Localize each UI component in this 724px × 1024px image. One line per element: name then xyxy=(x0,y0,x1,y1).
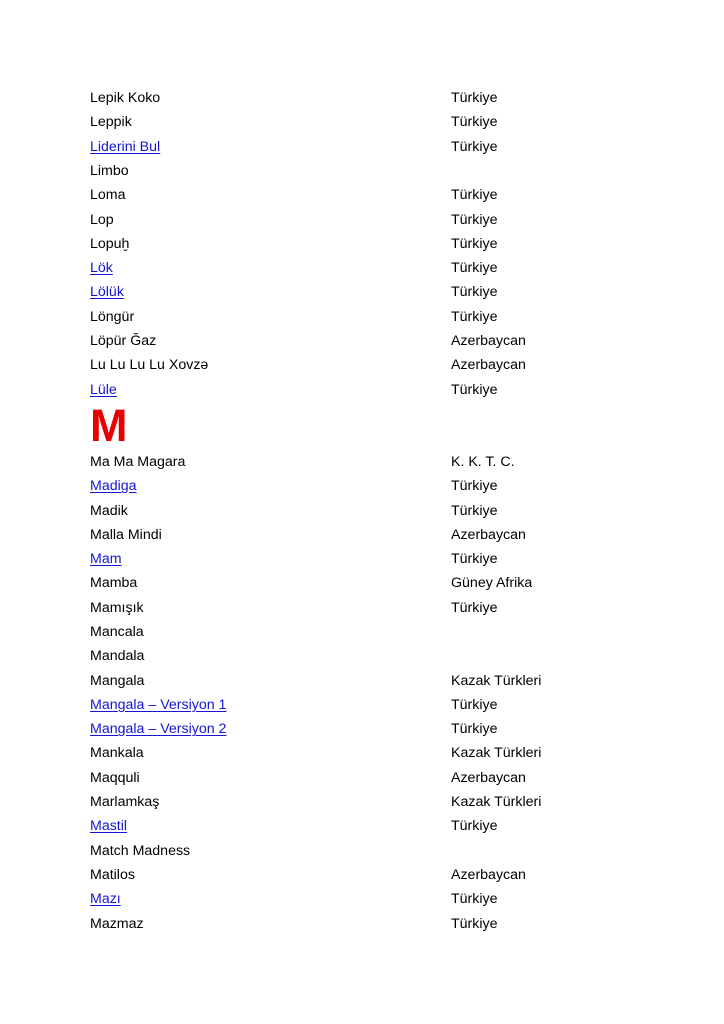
section-letter: M xyxy=(90,399,128,451)
country-label: Güney Afrika xyxy=(451,575,533,592)
country-label: Türkiye xyxy=(451,260,498,277)
game-name: Loma xyxy=(90,187,126,204)
country-label: Türkiye xyxy=(451,381,498,398)
list-item xyxy=(90,256,650,280)
list-item xyxy=(90,693,650,717)
game-name: Mankala xyxy=(90,745,144,762)
list-item xyxy=(90,839,650,863)
section-header-m xyxy=(90,399,650,451)
game-name: Mandala xyxy=(90,648,145,665)
country-label: Türkiye xyxy=(451,114,498,131)
game-name-link[interactable]: Lüle xyxy=(90,381,117,398)
game-name: Mazmaz xyxy=(90,915,144,932)
country-label: Azerbaycan xyxy=(451,866,526,883)
game-name: Malla Mindi xyxy=(90,526,162,543)
game-name: Marlamkaş xyxy=(90,794,160,811)
game-name: Löngür xyxy=(90,308,135,325)
country-label: K. K. T. C. xyxy=(451,453,515,470)
country-label: Türkiye xyxy=(451,721,498,738)
country-label: Türkiye xyxy=(451,478,498,495)
list-item xyxy=(90,620,650,644)
country-label: Türkiye xyxy=(451,915,498,932)
game-name-link[interactable]: Mangala – Versiyon 2 xyxy=(90,721,227,738)
game-name: Leppik xyxy=(90,114,132,131)
list-item xyxy=(90,450,650,474)
list-item xyxy=(90,741,650,765)
country-label: Türkiye xyxy=(451,235,498,252)
country-label: Türkiye xyxy=(451,138,498,155)
country-label: Türkiye xyxy=(451,599,498,616)
country-label: Kazak Türkleri xyxy=(451,794,542,811)
country-label: Türkiye xyxy=(451,308,498,325)
game-name-link[interactable]: Mangala – Versiyon 1 xyxy=(90,696,227,713)
list-item xyxy=(90,159,650,183)
country-label: Türkiye xyxy=(451,551,498,568)
game-name-link[interactable]: Mam xyxy=(90,551,122,568)
list-item xyxy=(90,717,650,741)
country-label: Türkiye xyxy=(451,90,498,107)
list-item xyxy=(90,790,650,814)
game-name: Ma Ma Magara xyxy=(90,453,186,470)
list-item xyxy=(90,498,650,522)
list-item xyxy=(90,474,650,498)
rows-before-section xyxy=(90,86,650,402)
country-label: Türkiye xyxy=(451,502,498,519)
game-name: Mancala xyxy=(90,623,144,640)
game-name-link[interactable]: Mazı xyxy=(90,891,121,908)
country-label: Azerbaycan xyxy=(451,769,526,786)
game-name: Löpür Ğaz xyxy=(90,333,157,350)
game-name: Matilos xyxy=(90,866,135,883)
list-item xyxy=(90,669,650,693)
list-item xyxy=(90,207,650,231)
game-name: Maqquli xyxy=(90,769,140,786)
game-name: Lop xyxy=(90,211,114,228)
list-item xyxy=(90,378,650,402)
country-label: Kazak Türkleri xyxy=(451,672,542,689)
list-item xyxy=(90,183,650,207)
rows-after-section xyxy=(90,450,650,936)
country-label: Türkiye xyxy=(451,696,498,713)
game-name: Lopuḫ xyxy=(90,235,130,252)
game-name: Lu Lu Lu Lu Xovzə xyxy=(90,357,209,374)
country-label: Azerbaycan xyxy=(451,357,526,374)
list-item xyxy=(90,232,650,256)
list-item xyxy=(90,353,650,377)
country-label: Türkiye xyxy=(451,891,498,908)
game-name: Madik xyxy=(90,502,128,519)
country-label: Azerbaycan xyxy=(451,333,526,350)
game-name: Lepik Koko xyxy=(90,90,161,107)
list-item xyxy=(90,547,650,571)
country-label: Türkiye xyxy=(451,284,498,301)
list-item xyxy=(90,135,650,159)
country-label: Kazak Türkleri xyxy=(451,745,542,762)
game-name-link[interactable]: Mastil xyxy=(90,818,128,835)
game-name: Mamışık xyxy=(90,599,144,616)
game-name-link[interactable]: Liderini Bul xyxy=(90,138,161,155)
list-item xyxy=(90,571,650,595)
game-name: Mamba xyxy=(90,575,138,592)
game-name-link[interactable]: Madiga xyxy=(90,478,137,495)
game-name-link[interactable]: Lök xyxy=(90,260,113,277)
country-label: Azerbaycan xyxy=(451,526,526,543)
list-item xyxy=(90,596,650,620)
list-item xyxy=(90,280,650,304)
list-item xyxy=(90,86,650,110)
country-label: Türkiye xyxy=(451,211,498,228)
country-label: Türkiye xyxy=(451,187,498,204)
game-list xyxy=(90,86,650,936)
list-item xyxy=(90,110,650,134)
list-item xyxy=(90,863,650,887)
list-item xyxy=(90,766,650,790)
country-label: Türkiye xyxy=(451,818,498,835)
list-item xyxy=(90,644,650,668)
game-name: Limbo xyxy=(90,162,129,179)
list-item xyxy=(90,887,650,911)
game-name-link[interactable]: Lölük xyxy=(90,284,124,301)
list-item xyxy=(90,305,650,329)
game-name: Match Madness xyxy=(90,842,191,859)
list-item xyxy=(90,814,650,838)
list-item xyxy=(90,912,650,936)
list-item xyxy=(90,523,650,547)
list-item xyxy=(90,329,650,353)
game-name: Mangala xyxy=(90,672,145,689)
